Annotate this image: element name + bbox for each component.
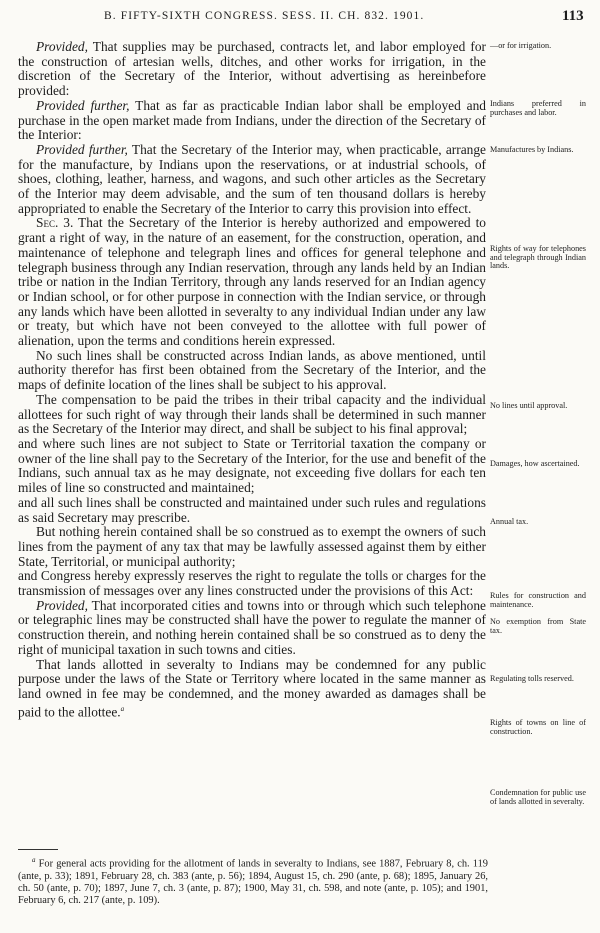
- paragraph-rules: [18, 496, 486, 525]
- paragraph-tolls: [18, 569, 486, 598]
- margin-note-rights-of-way: Rights of way for telephones and telegraph through Indian lands.: [490, 244, 586, 271]
- paragraph-compensation: [18, 393, 486, 437]
- margin-note-towns: Rights of towns on line of construction.: [490, 718, 586, 736]
- margin-notes: [490, 0, 590, 933]
- paragraph-lead: Provided further,: [36, 141, 128, 157]
- footnote-text: For general acts providing for the allotment of lands in severalty to Indians, see 1887, February 8, ch. 119 (ante, p. 33); 1891, February 28, ch. 383 (ante, p. 56); 1894, August 15, ch. 290 (ante, p. 68); 1895, January 26, ch. 50 (ante, p. 70); 1897, June 7, ch. 3 (ante, p. 87); 1900, May 31, ch. 598, and note (ante, p. 105); and 1901, February 6, ch. 217 (ante, p. 109).: [18, 858, 488, 906]
- paragraph-towns-proviso: [18, 599, 486, 658]
- paragraph-condemnation: [18, 658, 486, 720]
- paragraph-indian-labor-proviso: [18, 99, 486, 143]
- margin-note-no-lines: No lines until approval.: [490, 401, 568, 410]
- paragraph-section-3: [18, 216, 486, 348]
- paragraph-text: But nothing herein contained shall be so construed as to exempt the owners of such lines from the payment of any tax that may be lawfully assessed against them by either State, Territorial, or municipal authority;: [18, 524, 486, 569]
- margin-note-damages: Damages, how ascertained.: [490, 459, 580, 468]
- footnote-label: a: [32, 856, 36, 864]
- paragraph-text: That as far as practicable Indian labor shall be employed and purchase in the open market made from Indians, under the direction of the Secretary of the Interior:: [18, 97, 486, 143]
- running-head: B. FIFTY-SIXTH CONGRESS. SESS. II. CH. 832. 1901.: [104, 10, 425, 22]
- paragraph-tax-exemption: [18, 525, 486, 569]
- margin-note-rules: Rules for construction and maintenance.: [490, 591, 586, 609]
- paragraph-annual-tax: [18, 437, 486, 496]
- paragraph-text: That incorporated cities and towns into or through which such telephone or telegraphic lines may be constructed shall have the power to regulate the manner of construction therein, and nothing herein contained shall be so construed as to deny the right of municipal taxation in such towns and cities.: [18, 597, 486, 657]
- margin-note-indians-preferred: Indians preferred in purchases and labor.: [490, 99, 586, 117]
- paragraph-lead: Provided,: [36, 39, 88, 54]
- body-text: [18, 40, 486, 720]
- paragraph-text: That the Secretary of the Interior may, when practicable, arrange for the manufacture, by Indians upon the reservations, or at industrial schools, of shoes, clothing, leather, harness, and wagons, and such other articles as the Secretary of the Interior may deem advisable, and the sum of ten thousand dollars is hereby appropriated to enable the Secretary of the Interior to carry this provision into effect.: [18, 141, 487, 216]
- paragraph-lead: Provided,: [36, 597, 88, 613]
- margin-note-tolls: Regulating tolls reserved.: [490, 674, 574, 683]
- margin-note-no-exemption: No exemption from State tax.: [490, 617, 586, 635]
- paragraph-text: The compensation to be paid the tribes in their tribal capacity and the individual allottees for such right of way through their lands shall be determined in such manner as the Secretary of the Interior may direct, and shall be subject to his final approval;: [18, 391, 486, 437]
- margin-note-irrigation: —or for irrigation.: [490, 41, 552, 50]
- paragraph-text: and where such lines are not subject to State or Territorial taxation the company or owner of the line shall pay to the Secretary of the Interior, for the use and benefit of the Indians, such annual tax as he may designate, not exceeding five dollars for each ten miles of line so constructed and maintained;: [18, 435, 486, 496]
- paragraph-lead: Provided further,: [36, 97, 130, 113]
- paragraph-text: No such lines shall be constructed across Indian lands, as above mentioned, until authority therefor has first been obtained from the Secretary of the Interior, and the maps of definite location of the lines shall be subject to his approval.: [18, 347, 486, 393]
- footnote: [18, 854, 488, 907]
- paragraph-text: That supplies may be purchased, contracts let, and labor employed for the construction of artesian wells, ditches, and other works for irrigation, in the discretion of the Secretary of the Interior, without advertising as hereinbefore provided:: [18, 39, 486, 99]
- margin-note-condemnation: Condemnation for public use of lands allotted in severalty.: [490, 788, 586, 806]
- paragraph-text: and Congress hereby expressly reserves the right to regulate the tolls or charges for the transmission of messages over any lines constructed under the provisions of this Act:: [18, 568, 486, 599]
- paragraph-manufactures-proviso: [18, 143, 486, 217]
- paragraph-text: That the Secretary of the Interior is hereby authorized and empowered to grant a right of way, in the nature of an easement, for the construction, operation, and maintenance of telephone and telegraph lines and offices for general telephone and telegraph business through any Indian reservation, through any lands held by an Indian tribe or nation in the Indian Territory, through any lands reserved for an Indian agency or Indian school, or for other purpose in connection with the Indian service, or through any lands which have been allotted in severalty to any individual Indian under any law or treaty, but which have not been conveyed to the allottee with full power of alienation, upon the terms and conditions herein expressed.: [18, 215, 487, 349]
- paragraph-approval: [18, 349, 486, 393]
- page-number: 113: [562, 8, 584, 24]
- paragraph-text: That lands allotted in severalty to Indians may be condemned for any public purpose under the laws of the State or Territory where located in the same manner as land owned in fee may be condemned, and the money awarded as damages shall be paid to the allottee.: [18, 656, 486, 720]
- footnote-marker: a: [120, 704, 125, 713]
- paragraph-irrigation-proviso: [18, 40, 486, 99]
- margin-note-manufactures: Manufactures by Indians.: [490, 145, 574, 154]
- section-number: Sec. 3.: [36, 215, 74, 231]
- margin-note-annual-tax: Annual tax.: [490, 517, 529, 526]
- paragraph-text: and all such lines shall be constructed and maintained under such rules and regulations as said Secretary may prescribe.: [18, 494, 486, 525]
- footnote-rule: [18, 849, 58, 850]
